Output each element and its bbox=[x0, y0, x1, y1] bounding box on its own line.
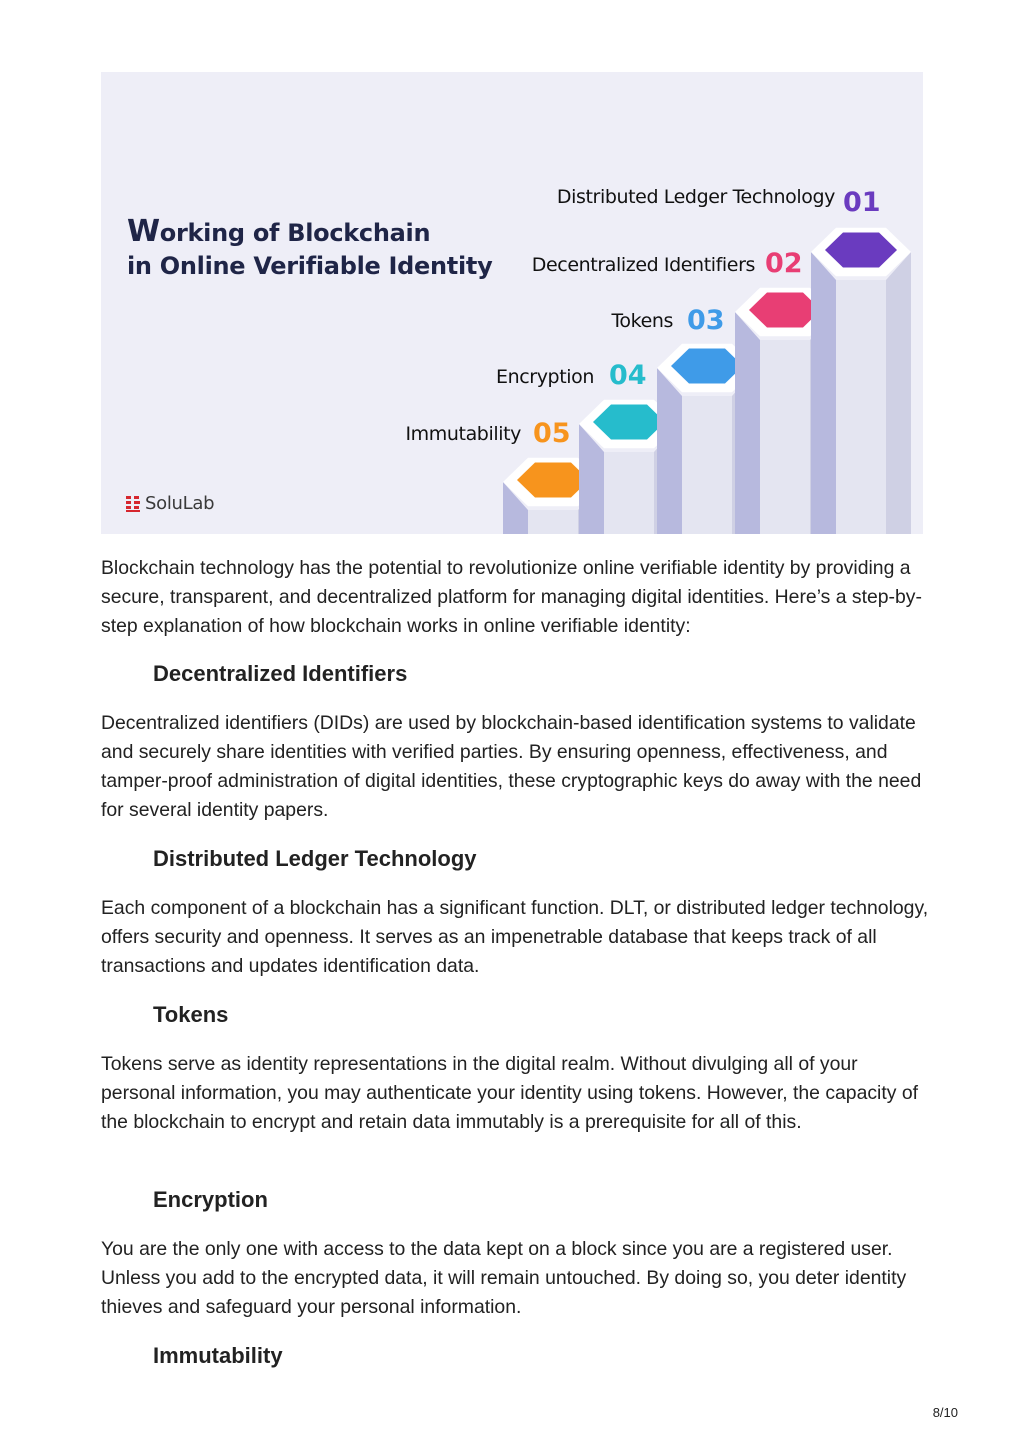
paragraph-decentralized-identifiers: Decentralized identifiers (DIDs) are used by blockchain-based identification systems to validate and securely share identities with verified parties. By ensuring openness, effectiveness, and tamper-proof administration of digital identities, these cryptographic keys do away with the need for several identity papers. bbox=[101, 712, 922, 821]
step-number-04: 04 bbox=[609, 360, 647, 391]
stair-graphic bbox=[101, 72, 923, 534]
step-number-02: 02 bbox=[765, 248, 803, 279]
pillar-front-face-05 bbox=[528, 510, 578, 534]
brand-logo bbox=[126, 493, 214, 514]
step-label-03: Tokens bbox=[611, 310, 673, 332]
heading-immutability: Immutability bbox=[153, 1343, 283, 1368]
heading-tokens: Tokens bbox=[153, 1002, 229, 1027]
heading-decentralized-identifiers: Decentralized Identifiers bbox=[153, 661, 408, 686]
pillar-left-face-03 bbox=[657, 368, 682, 534]
pillar-right-face-01 bbox=[886, 252, 911, 534]
blockchain-steps-figure bbox=[101, 72, 923, 534]
brand-name: SoluLab bbox=[145, 493, 215, 514]
pillar-left-face-01 bbox=[811, 252, 836, 534]
brand-mark-icon bbox=[126, 496, 140, 512]
step-label-05: Immutability bbox=[405, 423, 521, 445]
paragraph-encryption: You are the only one with access to the data kept on a block since you are a registered user. Unless you add to the encrypted data, it will remain untouched. By doing so, you deter identity thieves and safeguard your personal information. bbox=[101, 1238, 907, 1318]
paragraph-distributed-ledger: Each component of a blockchain has a significant function. DLT, or distributed ledger technology, offers security and openness. It serves as an impenetrable database that keeps track of all transactions and updates identification data. bbox=[101, 897, 929, 977]
page-number: 8/10 bbox=[932, 1405, 958, 1420]
step-label-04: Encryption bbox=[495, 366, 594, 388]
figure-title-line2: in Online Verifiable Identity bbox=[127, 252, 493, 280]
figure-title-line1: orking of Blockchain bbox=[159, 219, 431, 247]
step-number-01: 01 bbox=[843, 187, 881, 218]
step-number-05: 05 bbox=[533, 418, 571, 449]
pillar-left-face-02 bbox=[735, 312, 760, 534]
figure-title bbox=[127, 215, 492, 283]
pillar-front-face-04 bbox=[604, 452, 654, 534]
step-label-01: Distributed Ledger Technology bbox=[556, 186, 835, 208]
pillar-front-face-02 bbox=[760, 340, 810, 534]
heading-encryption: Encryption bbox=[153, 1187, 268, 1212]
pillar-front-face-03 bbox=[682, 396, 732, 534]
intro-paragraph: Blockchain technology has the potential to revolutionize online verifiable identity by providing a secure, transparent, and decentralized platform for managing digital identities. Here’s a step-by-step explanation of how blockchain works in online verifiable identity: bbox=[101, 557, 922, 637]
step-number-03: 03 bbox=[687, 305, 725, 336]
figure-title-initial: W bbox=[127, 214, 160, 249]
heading-distributed-ledger: Distributed Ledger Technology bbox=[153, 846, 477, 871]
paragraph-tokens: Tokens serve as identity representations in the digital realm. Without divulging all of your personal information, you may authenticate your identity using tokens. However, the capacity of the blockchain to encrypt and retain data immutably is a prerequisite for all of this. bbox=[101, 1053, 919, 1133]
step-label-02: Decentralized Identifiers bbox=[531, 254, 755, 276]
pillar-front-face-01 bbox=[836, 280, 886, 534]
